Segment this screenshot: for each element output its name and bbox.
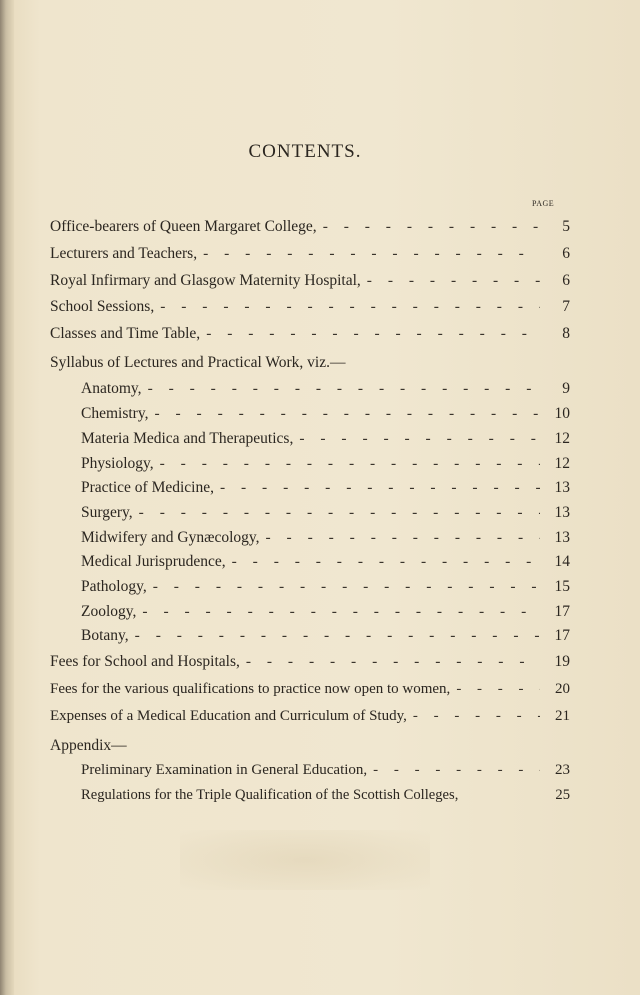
toc-entry: [50, 653, 570, 677]
toc-entry-page: 13: [554, 479, 570, 496]
toc-entry-title: Fees for School and Hospitals,: [50, 653, 240, 670]
toc-entry: [50, 708, 570, 732]
toc-entry-title: School Sessions,: [50, 298, 155, 315]
dot-leader: [154, 405, 540, 423]
dot-leader: [373, 762, 540, 779]
toc-entry-title: Preliminary Examination in General Education,: [81, 762, 368, 778]
dot-leader: [206, 325, 540, 343]
toc-entry-page: 20: [555, 681, 570, 697]
toc-entry-title: Physiology,: [81, 455, 154, 472]
toc-entry-page: 13: [554, 504, 570, 521]
dot-leader: [413, 708, 540, 725]
dot-leader: [456, 681, 540, 698]
toc-entry-title: Chemistry,: [81, 405, 149, 422]
dot-leader: [148, 380, 540, 398]
toc-entry-title: Midwifery and Gynæcology,: [81, 529, 260, 546]
dot-leader: [220, 479, 540, 497]
toc-entry-title: Office-bearers of Queen Margaret College,: [50, 218, 317, 235]
toc-entry-page: 14: [554, 553, 570, 570]
toc-entry-page: 17: [554, 627, 570, 644]
toc-entry-title: Anatomy,: [81, 380, 142, 397]
toc-entry-title: Expenses of a Medical Education and Curriculum of Study,: [50, 708, 407, 724]
dot-leader: [142, 603, 540, 621]
dot-leader: [246, 653, 540, 671]
toc-entry-page: 13: [554, 529, 570, 546]
toc-entry: [81, 787, 570, 811]
toc-entry-page: 12: [554, 455, 570, 472]
toc-entry-title: Royal Infirmary and Glasgow Maternity Hospital,: [50, 272, 361, 289]
toc-entry-page: 6: [562, 272, 570, 289]
dot-leader: [160, 455, 540, 473]
toc-entry-page: 15: [554, 578, 570, 595]
dot-leader: [367, 272, 540, 290]
page-column-label: PAGE: [532, 199, 555, 208]
toc-entry-page: 7: [562, 298, 570, 315]
toc-entry-title: Syllabus of Lectures and Practical Work, viz.—: [50, 354, 346, 371]
toc-entry-page: 12: [554, 430, 570, 447]
toc-entry: [81, 627, 570, 651]
toc-entry: [81, 504, 570, 528]
toc-entry: [81, 529, 570, 553]
toc-entry-page: 25: [555, 787, 570, 803]
dot-leader: [203, 245, 540, 263]
toc-entry-page: 9: [562, 380, 570, 397]
toc-entry-title: Pathology,: [81, 578, 147, 595]
toc-entry: [50, 298, 570, 322]
toc-entry: [50, 681, 570, 705]
toc-entry-page: 10: [554, 405, 570, 422]
toc-entry-title: Regulations for the Triple Qualification of the Scottish Colleges,: [81, 787, 459, 803]
toc-entry-title: Materia Medica and Therapeutics,: [81, 430, 294, 447]
toc-entry: [50, 272, 570, 296]
toc-entry-title: Appendix—: [50, 737, 127, 754]
toc-entry-title: Zoology,: [81, 603, 137, 620]
toc-entry-title: Practice of Medicine,: [81, 479, 214, 496]
contents-heading: CONTENTS.: [248, 141, 362, 162]
toc-entry-title: Classes and Time Table,: [50, 325, 201, 342]
toc-entry-page: 5: [562, 218, 570, 235]
toc-section-heading: [50, 354, 570, 378]
toc-entry-page: 23: [555, 762, 570, 778]
toc-entry: [81, 603, 570, 627]
dot-leader: [135, 627, 540, 645]
toc-entry: [50, 325, 570, 349]
dot-leader: [266, 529, 540, 547]
toc-entry-page: 8: [562, 325, 570, 342]
toc-entry: [81, 762, 570, 786]
toc-entry: [81, 455, 570, 479]
toc-entry-title: Fees for the various qualifications to practice now open to women,: [50, 681, 451, 697]
dot-leader: [139, 504, 540, 522]
dot-leader: [160, 298, 540, 316]
toc-entry: [81, 553, 570, 577]
toc-entry-page: 6: [562, 245, 570, 262]
toc-entry: [81, 405, 570, 429]
toc-entry-title: Lecturers and Teachers,: [50, 245, 198, 262]
dot-leader: [323, 218, 540, 236]
dot-leader: [232, 553, 540, 571]
toc-entry: [50, 245, 570, 269]
toc-entry: [50, 218, 570, 242]
toc-section-heading: [50, 737, 570, 761]
toc-entry-title: Botany,: [81, 627, 129, 644]
toc-entry-page: 19: [554, 653, 570, 670]
toc-entry: [81, 578, 570, 602]
toc-entry: [81, 479, 570, 503]
dot-leader: [299, 430, 540, 448]
toc-entry-title: Surgery,: [81, 504, 133, 521]
toc-entry-page: 21: [555, 708, 570, 724]
toc-entry-page: 17: [554, 603, 570, 620]
toc-entry: [81, 430, 570, 454]
toc-entry: [81, 380, 570, 404]
dot-leader: [153, 578, 540, 596]
toc-entry-title: Medical Jurisprudence,: [81, 553, 226, 570]
